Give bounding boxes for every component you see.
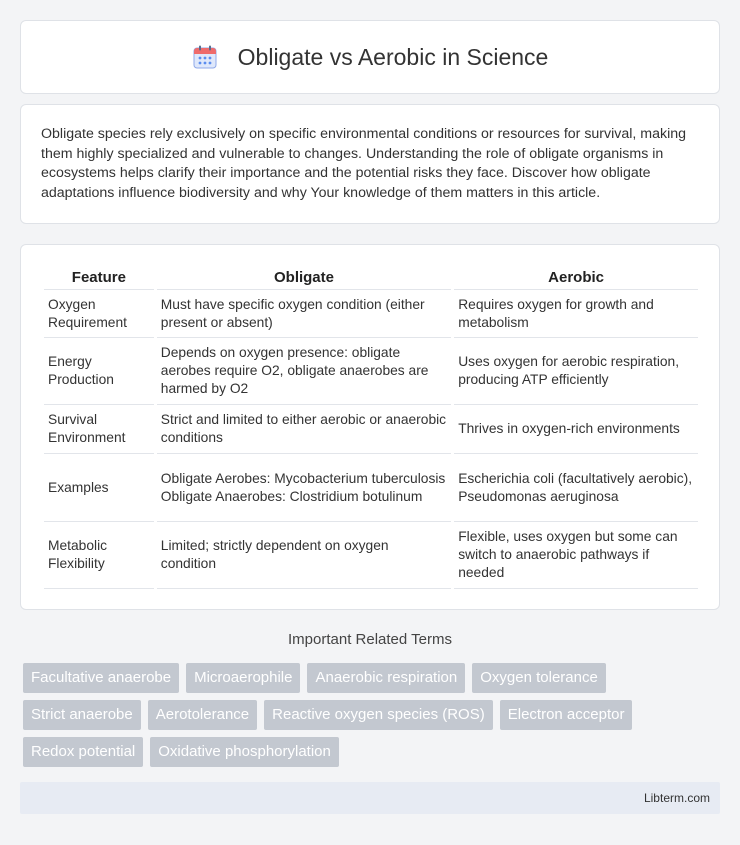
footer	[20, 782, 720, 814]
tag-anaerobic-respiration[interactable]: Anaerobic respiration	[307, 663, 465, 693]
table-header-row	[44, 263, 698, 290]
tag-aerotolerance[interactable]: Aerotolerance	[148, 700, 257, 730]
calendar-icon	[192, 44, 218, 70]
related-terms-title: Important Related Terms	[288, 631, 452, 648]
tag-strict-anaerobe[interactable]: Strict anaerobe	[23, 700, 141, 730]
header-feature: Feature	[44, 263, 154, 290]
tag-electron-acceptor[interactable]: Electron acceptor	[500, 700, 633, 730]
tag-row	[23, 737, 723, 767]
header-card	[20, 20, 720, 94]
tag-row	[23, 663, 723, 693]
related-terms-tags	[23, 663, 723, 774]
cell-obligate: Limited; strictly dependent on oxygen condition	[157, 522, 451, 589]
comparison-table	[41, 263, 701, 589]
obligate-anaerobes-example: Obligate Anaerobes: Clostridium botulinum	[160, 488, 423, 504]
cell-feature: Energy Production	[44, 338, 154, 405]
tag-row	[23, 700, 723, 730]
comparison-table-card	[20, 244, 720, 610]
cell-obligate: Must have specific oxygen condition (either present or absent)	[157, 290, 451, 338]
table-row	[44, 454, 698, 522]
cell-obligate: Depends on oxygen presence: obligate aerobes require O2, obligate anaerobes are harmed by O2	[157, 338, 451, 405]
tag-redox-potential[interactable]: Redox potential	[23, 737, 143, 767]
tag-reactive-oxygen-species[interactable]: Reactive oxygen species (ROS)	[264, 700, 493, 730]
cell-aerobic: Flexible, uses oxygen but some can switch to anaerobic pathways if needed	[454, 522, 698, 589]
tag-facultative-anaerobe[interactable]: Facultative anaerobe	[23, 663, 179, 693]
cell-aerobic: Thrives in oxygen-rich environments	[454, 405, 698, 454]
cell-obligate: Strict and limited to either aerobic or anaerobic conditions	[157, 405, 451, 454]
intro-card	[20, 104, 720, 224]
cell-feature: Oxygen Requirement	[44, 290, 154, 338]
cell-aerobic: Uses oxygen for aerobic respiration, producing ATP efficiently	[454, 338, 698, 405]
cell-feature: Metabolic Flexibility	[44, 522, 154, 589]
table-row	[44, 522, 698, 589]
cell-feature: Survival Environment	[44, 405, 154, 454]
table-row	[44, 338, 698, 405]
page-title: Obligate vs Aerobic in Science	[237, 43, 549, 70]
cell-aerobic: Escherichia coli (facultatively aerobic), Pseudomonas aeruginosa	[454, 454, 698, 522]
obligate-aerobes-example: Obligate Aerobes: Mycobacterium tuberculosis	[160, 470, 446, 486]
tag-oxidative-phosphorylation[interactable]: Oxidative phosphorylation	[150, 737, 339, 767]
cell-obligate	[157, 454, 451, 522]
table-row	[44, 405, 698, 454]
header-aerobic: Aerobic	[454, 263, 698, 290]
footer-site-link[interactable]: Libterm.com	[643, 791, 710, 805]
intro-text: Obligate species rely exclusively on specific environmental conditions or resources for survival, making them highly specialized and vulnerable to changes. Understanding the role of obligate organisms in ecosystems helps clarify their importance and the potential risks they face. Discover how obligate adaptations influence biodiversity and why Your knowledge of them matters in this article.	[41, 126, 687, 201]
title-wrap	[192, 44, 549, 71]
cell-aerobic: Requires oxygen for growth and metabolism	[454, 290, 698, 338]
tag-microaerophile[interactable]: Microaerophile	[186, 663, 300, 693]
header-obligate: Obligate	[157, 263, 451, 290]
cell-feature: Examples	[44, 454, 154, 522]
table-row	[44, 290, 698, 338]
tag-oxygen-tolerance[interactable]: Oxygen tolerance	[472, 663, 606, 693]
